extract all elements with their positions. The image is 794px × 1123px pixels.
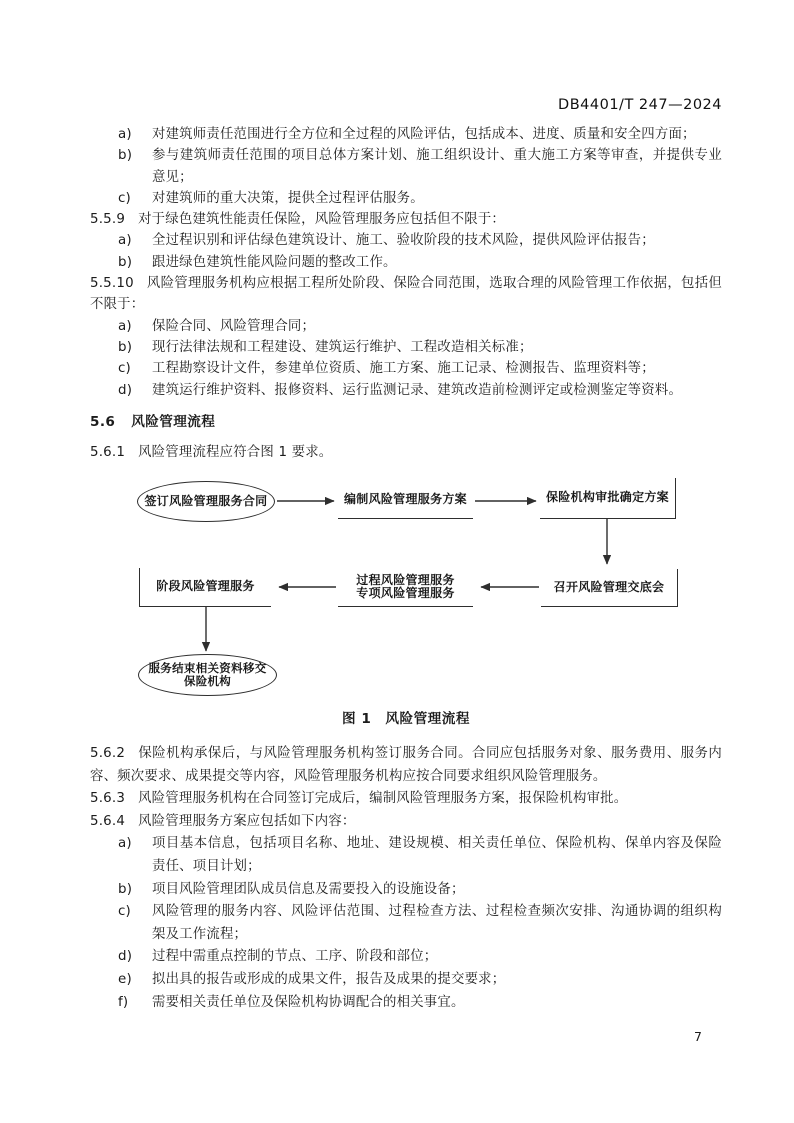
list-item-label: c): [118, 904, 131, 920]
list-item: [90, 879, 722, 902]
clause-number: 5.5.9: [90, 212, 126, 228]
list-item-label: a): [118, 836, 132, 852]
clause-number: 5.6.4: [90, 813, 126, 829]
list-item-label: c): [118, 190, 131, 206]
list-item: [90, 316, 722, 337]
list-item-label: d): [118, 382, 133, 398]
list-item-label: c): [118, 361, 131, 377]
list-item-text: 跟进绿色建筑性能风险问题的整改工作。: [152, 254, 397, 270]
list-item-text: 过程中需重点控制的节点、工序、阶段和部位；: [152, 949, 438, 965]
list-item: [90, 969, 722, 992]
clause-text: 风险管理服务机构在合同签订完成后，编制风险管理服务方案，报保险机构审批。: [138, 791, 628, 807]
list-item-text: 工程勘察设计文件，参建单位资质、施工方案、施工记录、检测报告、监理资料等；: [152, 361, 655, 377]
doc-code: DB4401/T 247—2024: [558, 97, 722, 113]
list-item: [90, 124, 722, 145]
risk-flowchart: [0, 470, 794, 705]
list-item: [90, 337, 722, 358]
clause-text: 保险机构承保后，与风险管理服务机构签订服务合同。合同应包括服务对象、服务费用、服务内容、频次要求、成果提交等内容，风险管理服务机构应按合同要求组织风险管理服务。: [90, 746, 722, 784]
list-item-text: 拟出具的报告或形成的成果文件，报告及成果的提交要求；: [152, 971, 506, 987]
list-item: [90, 380, 722, 401]
clause-5-6-3: [90, 788, 722, 811]
flow-node-end: [138, 654, 277, 696]
list-item-text: 全过程识别和评估绿色建筑设计、施工、验收阶段的技术风险，提供风险评估报告；: [152, 233, 655, 249]
clause-number: 5.6.1: [90, 445, 126, 460]
flow-node-start: [137, 481, 275, 522]
list-item: [90, 358, 722, 379]
list-item-label: e): [118, 971, 132, 987]
clause-text: 风险管理服务方案应包括如下内容：: [138, 813, 356, 829]
clause-5-6-1: [90, 442, 722, 463]
list-item-label: d): [118, 949, 133, 965]
list-item-text: 参与建筑师责任范围的项目总体方案计划、施工组织设计、重大施工方案等审查，并提供专业意见；: [152, 148, 722, 185]
list-item-text: 对建筑师的重大决策，提供全过程评估服务。: [152, 190, 424, 206]
list-item-label: f): [118, 994, 129, 1010]
clause-text: 对于绿色建筑性能责任保险，风险管理服务应包括但不限于：: [138, 212, 506, 228]
list-item: [90, 992, 722, 1015]
clause-text: 风险管理服务机构应根据工程所处阶段、保险合同范围，选取合理的风险管理工作依据，包括但不限于：: [90, 276, 722, 313]
list-item-label: a): [118, 127, 132, 142]
list-item-text: 对建筑师责任范围进行全方位和全过程的风险评估，包括成本、进度、质量和安全四方面；: [152, 127, 696, 142]
list-item-text: 保险合同、风险管理合同；: [152, 318, 316, 334]
clause-5-5-10: [90, 273, 722, 316]
list-item-text: 项目风险管理团队成员信息及需要投入的设施设备；: [152, 881, 465, 897]
flow-node-label: 保险机构: [183, 674, 232, 688]
clause-number: 5.5.10: [90, 276, 134, 292]
list-item-label: b): [118, 148, 133, 164]
clause-5-6-4: [90, 811, 722, 834]
list-item-text: 需要相关责任单位及保险机构协调配合的相关事宜。: [152, 994, 465, 1010]
flow-node-stage-service: [139, 568, 271, 607]
list-item-label: a): [118, 233, 132, 249]
list-item: [90, 901, 722, 946]
list-item: [90, 145, 722, 188]
clause-number: 5.6.3: [90, 791, 126, 807]
list-item: [90, 833, 722, 878]
heading-5-6: [90, 410, 722, 430]
list-item-label: a): [118, 318, 132, 334]
flow-node-label: 服务结束相关资料移交: [148, 660, 267, 675]
flow-node-label: 签订风险管理服务合同: [144, 493, 268, 508]
clauses-lower-block: [90, 743, 722, 1014]
heading-title: 风险管理流程: [131, 414, 216, 430]
clauses-upper-block: [90, 124, 722, 401]
clause-5-6-2: [90, 743, 722, 788]
flow-node-label: 过程风险管理服务: [356, 572, 455, 587]
flow-node-label: 编制风险管理服务方案: [343, 492, 467, 507]
page-number: 7: [694, 1029, 702, 1044]
flow-node-label: 专项风险管理服务: [356, 586, 455, 600]
list-item-label: b): [118, 254, 133, 270]
clause-5-5-9: [90, 209, 722, 230]
list-item-label: b): [118, 339, 133, 355]
flow-node-approve-plan: [540, 478, 676, 519]
flow-node-compile-plan: [338, 482, 473, 519]
flow-node-process-service: [338, 568, 473, 607]
list-item-text: 项目基本信息，包括项目名称、地址、建设规模、相关责任单位、保险机构、保单内容及保险责任、项目计划；: [152, 836, 722, 874]
flow-node-disclosure-meeting: [541, 569, 678, 607]
list-item: [90, 946, 722, 969]
list-item: [90, 230, 722, 251]
list-item-text: 现行法律法规和工程建设、建筑运行维护、工程改造相关标准；: [152, 339, 533, 355]
clause-text: 风险管理流程应符合图 1 要求。: [138, 445, 333, 460]
flow-node-label: 阶段风险管理服务: [156, 579, 255, 594]
flow-node-label: 召开风险管理交底会: [553, 579, 665, 594]
list-item-text: 风险管理的服务内容、风险评估范围、过程检查方法、过程检查频次安排、沟通协调的组织构架及工作流程；: [152, 904, 722, 942]
clause-number: 5.6.2: [90, 746, 126, 761]
list-item: [90, 188, 722, 209]
list-item: [90, 252, 722, 273]
figure-caption: 图 1 风险管理流程: [342, 711, 470, 727]
heading-number: 5.6: [90, 414, 116, 430]
list-item-label: b): [118, 881, 133, 897]
flow-node-label: 保险机构审批确定方案: [545, 490, 669, 505]
list-item-text: 建筑运行维护资料、报修资料、运行监测记录、建筑改造前检测评定或检测鉴定等资料。: [152, 382, 683, 398]
